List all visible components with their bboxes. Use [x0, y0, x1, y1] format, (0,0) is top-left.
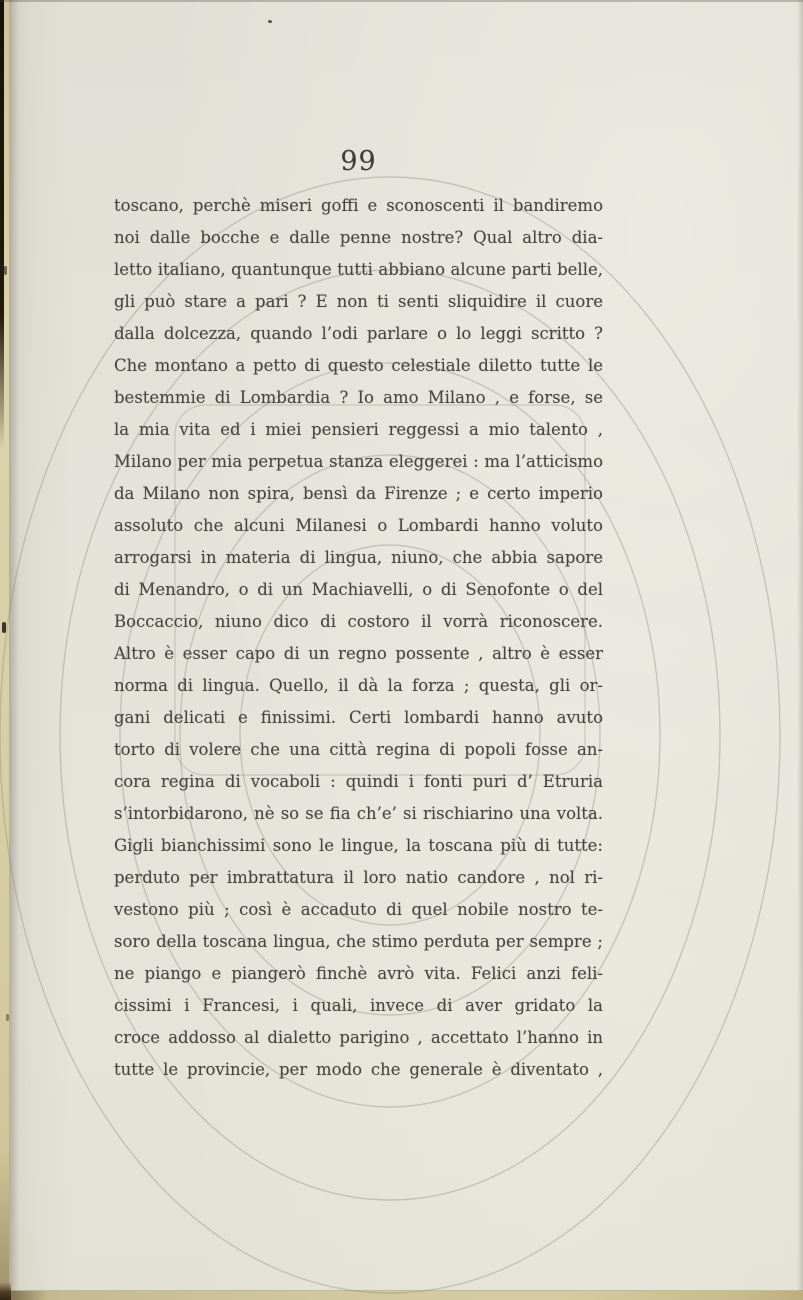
bottom-left-corner-shadow: [0, 1282, 11, 1300]
ink-speck: [2, 622, 6, 633]
text-line: Che montano a petto di questo celestiale diletto tutte le: [114, 356, 603, 375]
gutter-dark-strip: [0, 0, 4, 450]
text-line: tutte le provincie, per modo che generale è diventato ,: [114, 1060, 603, 1079]
top-edge-shade: [0, 0, 803, 2]
ink-speck: [268, 19, 273, 23]
text-line: arrogarsi in materia di lingua, niuno, che abbia sapore: [114, 548, 603, 567]
text-line: Altro è esser capo di un regno possente , altro è esser: [114, 644, 603, 663]
text-line: noi dalle bocche e dalle penne nostre? Qual altro dia-: [114, 228, 603, 247]
text-line: perduto per imbrattatura il loro natio candore , nol ri-: [114, 868, 603, 887]
text-line: gani delicati e finissimi. Certi lombardi hanno avuto: [114, 708, 603, 727]
text-line: dalla dolcezza, quando l’odi parlare o lo leggi scritto ?: [114, 324, 603, 343]
ink-speck: [4, 266, 7, 275]
text-line: norma di lingua. Quello, il dà la forza ; questa, gli or-: [114, 676, 603, 695]
text-line: s’intorbidarono, nè so se fia ch’e’ si rischiarino una volta.: [114, 804, 603, 823]
text-line: Gigli bianchissimi sono le lingue, la toscana più di tutte:: [114, 836, 603, 855]
text-line: assoluto che alcuni Milanesi o Lombardi hanno voluto: [114, 516, 603, 535]
text-line: ne piango e piangerò finchè avrò vita. Felici anzi feli-: [114, 964, 603, 983]
right-edge-shade: [797, 0, 803, 1300]
text-line: di Menandro, o di un Machiavelli, o di Senofonte o del: [114, 580, 603, 599]
text-line: Boccaccio, niuno dico di costoro il vorrà riconoscere.: [114, 612, 603, 631]
text-line: cissimi i Francesi, i quali, invece di aver gridato la: [114, 996, 603, 1015]
text-line: toscano, perchè miseri goffi e sconoscenti il bandiremo: [114, 196, 603, 215]
text-line: gli può stare a pari ? E non ti senti sliquidire il cuore: [114, 292, 603, 311]
page-number: 99: [340, 146, 377, 177]
text-line: Milano per mia perpetua stanza eleggerei : ma l’atticismo: [114, 452, 603, 471]
text-line: torto di volere che una città regina di popoli fosse an-: [114, 740, 603, 759]
text-line: la mia vita ed i miei pensieri reggessi a mio talento ,: [114, 420, 603, 439]
body-text: [114, 190, 603, 1086]
text-line: vestono più ; così è accaduto di quel nobile nostro te-: [114, 900, 603, 919]
text-line: soro della toscana lingua, che stimo perduta per sempre ;: [114, 932, 603, 951]
ink-speck: [6, 1014, 9, 1021]
gutter-shadow: [9, 0, 19, 1300]
bottom-page-edge: [0, 1291, 803, 1300]
text-line: cora regina di vocaboli : quindi i fonti puri d’ Etruria: [114, 772, 603, 791]
text-line: letto italiano, quantunque tutti abbiano alcune parti belle,: [114, 260, 603, 279]
text-line: bestemmie di Lombardia ? Io amo Milano , e forse, se: [114, 388, 603, 407]
text-line: croce addosso al dialetto parigino , accettato l’hanno in: [114, 1028, 603, 1047]
text-line: da Milano non spira, bensì da Firenze ; e certo imperio: [114, 484, 603, 503]
